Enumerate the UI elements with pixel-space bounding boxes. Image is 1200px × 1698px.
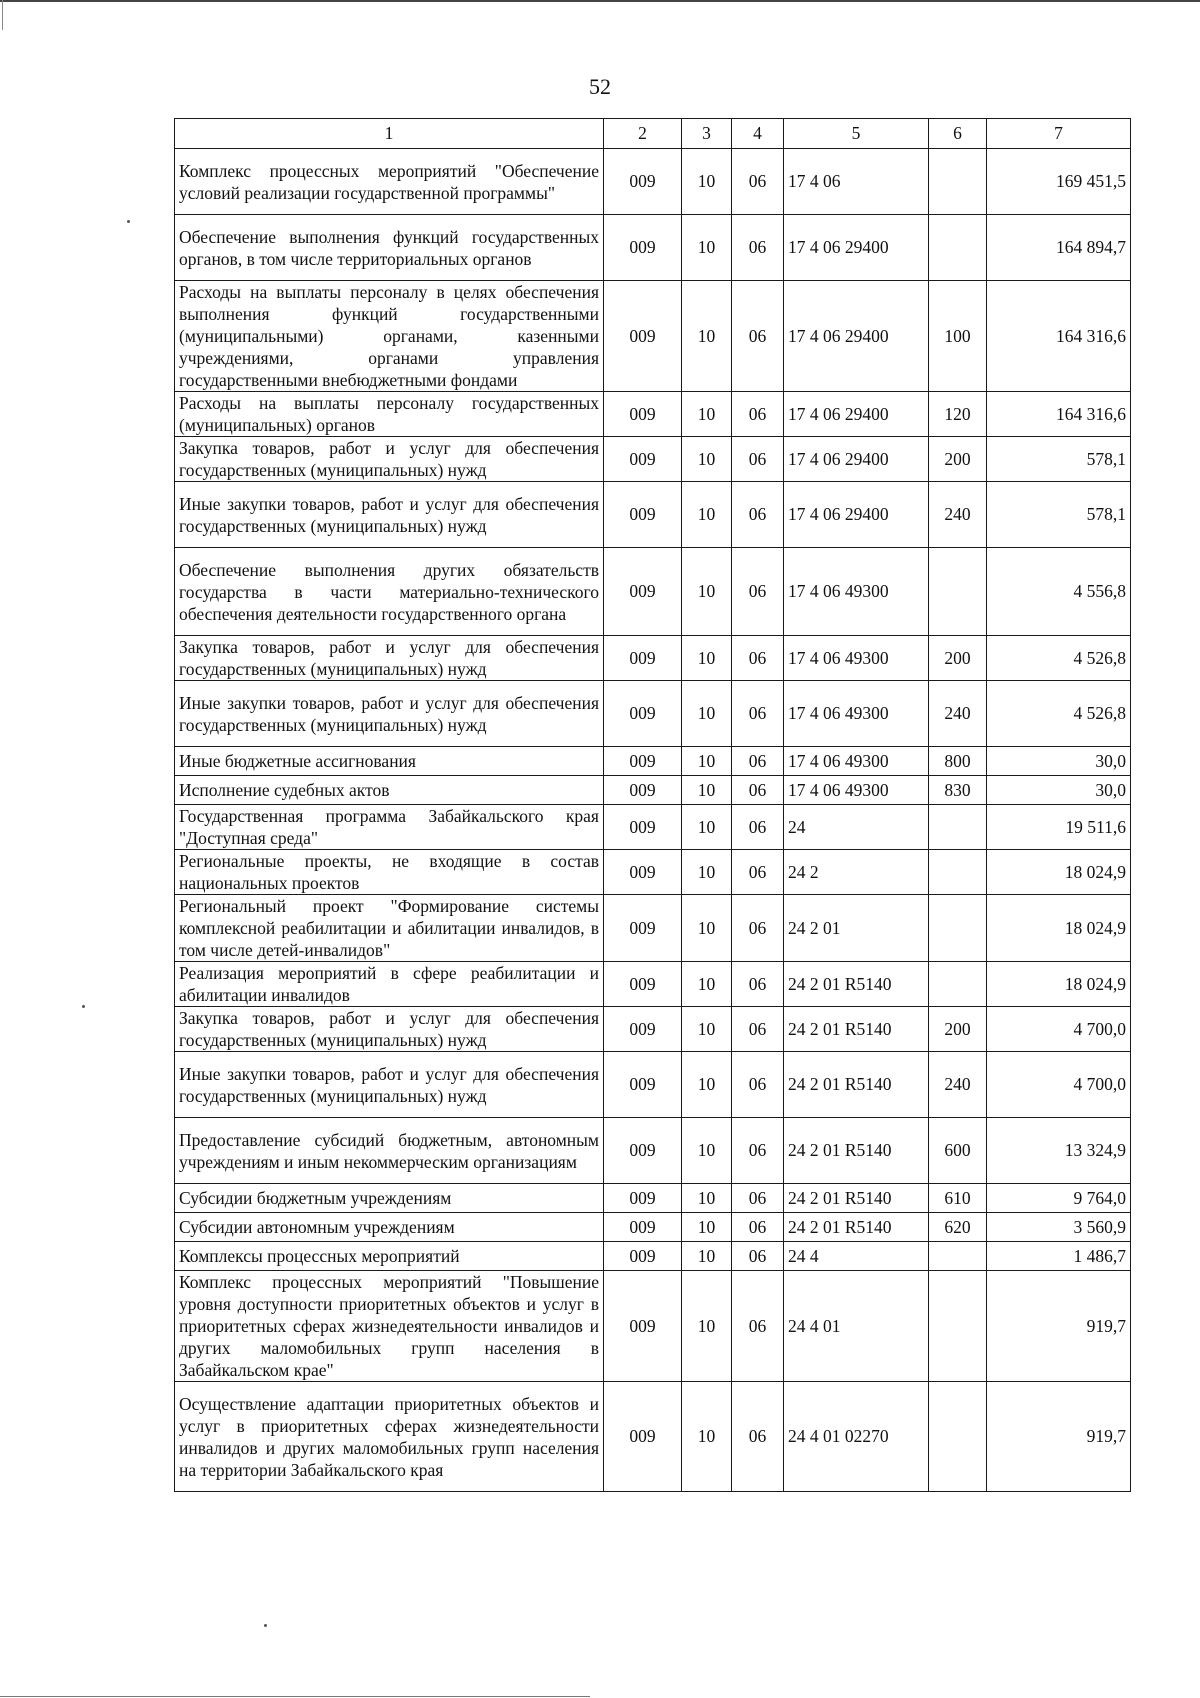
col-2-cell: 009 <box>604 636 682 681</box>
col-2-cell: 009 <box>604 850 682 895</box>
table-row <box>175 850 1131 895</box>
table-row <box>175 962 1131 1007</box>
col-2-cell: 009 <box>604 681 682 747</box>
col-7-cell: 4 526,8 <box>987 681 1131 747</box>
col-4-cell: 06 <box>732 1271 784 1382</box>
col-3-cell: 10 <box>682 776 732 805</box>
col-6-cell: 620 <box>929 1213 987 1242</box>
col-7-cell: 4 556,8 <box>987 548 1131 636</box>
col-7-cell: 578,1 <box>987 437 1131 482</box>
col-3-cell: 10 <box>682 437 732 482</box>
col-5-cell: 24 2 01 R5140 <box>784 1118 929 1184</box>
col-4-cell: 06 <box>732 1184 784 1213</box>
col-2-cell: 009 <box>604 747 682 776</box>
table-row <box>175 392 1131 437</box>
col-7-cell: 4 526,8 <box>987 636 1131 681</box>
row-name-cell: Расходы на выплаты персоналу государственных (муниципальных) органов <box>175 392 604 437</box>
col-3-cell: 10 <box>682 850 732 895</box>
table-row <box>175 281 1131 392</box>
col-5-cell: 17 4 06 49300 <box>784 548 929 636</box>
col-2-cell: 009 <box>604 1382 682 1492</box>
col-5-cell: 17 4 06 29400 <box>784 215 929 281</box>
col-6-cell <box>929 149 987 215</box>
header-col-2: 2 <box>604 119 682 149</box>
scan-speck <box>264 1624 267 1627</box>
row-name-cell: Исполнение судебных актов <box>175 776 604 805</box>
col-3-cell: 10 <box>682 1007 732 1052</box>
col-5-cell: 24 2 01 R5140 <box>784 962 929 1007</box>
col-4-cell: 06 <box>732 681 784 747</box>
table-body <box>175 149 1131 1492</box>
col-2-cell: 009 <box>604 1213 682 1242</box>
col-4-cell: 06 <box>732 392 784 437</box>
col-5-cell: 24 4 01 <box>784 1271 929 1382</box>
table-row <box>175 1118 1131 1184</box>
col-6-cell <box>929 805 987 850</box>
col-7-cell: 18 024,9 <box>987 962 1131 1007</box>
col-2-cell: 009 <box>604 215 682 281</box>
scan-border-top <box>0 0 1200 2</box>
col-5-cell: 24 4 01 02270 <box>784 1382 929 1492</box>
table-header-row <box>175 119 1131 149</box>
col-7-cell: 1 486,7 <box>987 1242 1131 1271</box>
header-col-4: 4 <box>732 119 784 149</box>
header-col-5: 5 <box>784 119 929 149</box>
row-name-cell: Закупка товаров, работ и услуг для обеспечения государственных (муниципальных) нужд <box>175 636 604 681</box>
col-4-cell: 06 <box>732 636 784 681</box>
table-row <box>175 747 1131 776</box>
col-4-cell: 06 <box>732 437 784 482</box>
row-name-cell: Реализация мероприятий в сфере реабилитации и абилитации инвалидов <box>175 962 604 1007</box>
table-row <box>175 437 1131 482</box>
table-row <box>175 1382 1131 1492</box>
row-name-cell: Государственная программа Забайкальского края "Доступная среда" <box>175 805 604 850</box>
col-3-cell: 10 <box>682 1118 732 1184</box>
header-col-7: 7 <box>987 119 1131 149</box>
row-name-cell: Комплексы процессных мероприятий <box>175 1242 604 1271</box>
col-4-cell: 06 <box>732 776 784 805</box>
col-3-cell: 10 <box>682 805 732 850</box>
table-row <box>175 1052 1131 1118</box>
col-3-cell: 10 <box>682 1271 732 1382</box>
col-2-cell: 009 <box>604 1118 682 1184</box>
col-4-cell: 06 <box>732 1052 784 1118</box>
col-6-cell <box>929 962 987 1007</box>
col-2-cell: 009 <box>604 149 682 215</box>
col-6-cell: 100 <box>929 281 987 392</box>
col-5-cell: 24 2 01 <box>784 895 929 962</box>
col-7-cell: 4 700,0 <box>987 1052 1131 1118</box>
col-2-cell: 009 <box>604 1052 682 1118</box>
col-4-cell: 06 <box>732 281 784 392</box>
col-2-cell: 009 <box>604 776 682 805</box>
col-6-cell: 610 <box>929 1184 987 1213</box>
row-name-cell: Региональный проект "Формирование системы комплексной реабилитации и абилитации инвалидов, в том числе детей-инвалидов" <box>175 895 604 962</box>
table-row <box>175 805 1131 850</box>
col-5-cell: 24 2 01 R5140 <box>784 1213 929 1242</box>
col-4-cell: 06 <box>732 1382 784 1492</box>
col-5-cell: 24 2 01 R5140 <box>784 1007 929 1052</box>
col-3-cell: 10 <box>682 149 732 215</box>
col-6-cell <box>929 215 987 281</box>
col-3-cell: 10 <box>682 548 732 636</box>
col-6-cell: 240 <box>929 1052 987 1118</box>
row-name-cell: Обеспечение выполнения функций государственных органов, в том числе территориальных органов <box>175 215 604 281</box>
col-5-cell: 17 4 06 29400 <box>784 482 929 548</box>
col-2-cell: 009 <box>604 281 682 392</box>
col-3-cell: 10 <box>682 1213 732 1242</box>
row-name-cell: Субсидии бюджетным учреждениям <box>175 1184 604 1213</box>
col-4-cell: 06 <box>732 1213 784 1242</box>
row-name-cell: Предоставление субсидий бюджетным, автономным учреждениям и иным некоммерческим организациям <box>175 1118 604 1184</box>
col-4-cell: 06 <box>732 962 784 1007</box>
col-2-cell: 009 <box>604 1242 682 1271</box>
col-7-cell: 169 451,5 <box>987 149 1131 215</box>
col-7-cell: 3 560,9 <box>987 1213 1131 1242</box>
row-name-cell: Закупка товаров, работ и услуг для обеспечения государственных (муниципальных) нужд <box>175 437 604 482</box>
col-6-cell: 240 <box>929 681 987 747</box>
scan-border-left <box>2 0 3 30</box>
row-name-cell: Иные закупки товаров, работ и услуг для обеспечения государственных (муниципальных) нужд <box>175 482 604 548</box>
col-7-cell: 9 764,0 <box>987 1184 1131 1213</box>
col-5-cell: 17 4 06 49300 <box>784 636 929 681</box>
scan-border-bottom <box>0 1696 590 1697</box>
col-2-cell: 009 <box>604 1184 682 1213</box>
table-row <box>175 636 1131 681</box>
col-6-cell: 200 <box>929 437 987 482</box>
col-6-cell <box>929 1271 987 1382</box>
col-3-cell: 10 <box>682 392 732 437</box>
row-name-cell: Расходы на выплаты персоналу в целях обеспечения выполнения функций государственными (муниципальными) органами, казенными учреждениями, органами управления государственными внебюджетными фондами <box>175 281 604 392</box>
table-row <box>175 1242 1131 1271</box>
table-row <box>175 681 1131 747</box>
col-7-cell: 919,7 <box>987 1382 1131 1492</box>
col-4-cell: 06 <box>732 895 784 962</box>
table-row <box>175 215 1131 281</box>
table-row <box>175 1271 1131 1382</box>
col-5-cell: 17 4 06 29400 <box>784 281 929 392</box>
col-4-cell: 06 <box>732 805 784 850</box>
col-7-cell: 4 700,0 <box>987 1007 1131 1052</box>
col-4-cell: 06 <box>732 1007 784 1052</box>
table-row <box>175 149 1131 215</box>
col-7-cell: 30,0 <box>987 776 1131 805</box>
col-4-cell: 06 <box>732 149 784 215</box>
row-name-cell: Осуществление адаптации приоритетных объектов и услуг в приоритетных сферах жизнедеятельности инвалидов и других маломобильных групп населения на территории Забайкальского края <box>175 1382 604 1492</box>
header-col-3: 3 <box>682 119 732 149</box>
col-7-cell: 30,0 <box>987 747 1131 776</box>
col-5-cell: 17 4 06 49300 <box>784 747 929 776</box>
budget-table <box>174 118 1131 1492</box>
col-6-cell: 120 <box>929 392 987 437</box>
col-5-cell: 24 4 <box>784 1242 929 1271</box>
col-2-cell: 009 <box>604 392 682 437</box>
header-col-1: 1 <box>175 119 604 149</box>
col-6-cell <box>929 1242 987 1271</box>
col-7-cell: 19 511,6 <box>987 805 1131 850</box>
col-7-cell: 18 024,9 <box>987 850 1131 895</box>
col-6-cell <box>929 1382 987 1492</box>
col-2-cell: 009 <box>604 962 682 1007</box>
table-row <box>175 1184 1131 1213</box>
col-7-cell: 919,7 <box>987 1271 1131 1382</box>
scan-speck <box>82 1005 85 1008</box>
table-row <box>175 548 1131 636</box>
col-4-cell: 06 <box>732 1118 784 1184</box>
col-5-cell: 17 4 06 <box>784 149 929 215</box>
row-name-cell: Региональные проекты, не входящие в состав национальных проектов <box>175 850 604 895</box>
header-col-6: 6 <box>929 119 987 149</box>
row-name-cell: Иные бюджетные ассигнования <box>175 747 604 776</box>
col-2-cell: 009 <box>604 1007 682 1052</box>
col-2-cell: 009 <box>604 482 682 548</box>
col-2-cell: 009 <box>604 548 682 636</box>
col-3-cell: 10 <box>682 1052 732 1118</box>
col-6-cell: 240 <box>929 482 987 548</box>
row-name-cell: Иные закупки товаров, работ и услуг для обеспечения государственных (муниципальных) нужд <box>175 1052 604 1118</box>
col-2-cell: 009 <box>604 895 682 962</box>
col-7-cell: 164 894,7 <box>987 215 1131 281</box>
col-3-cell: 10 <box>682 681 732 747</box>
col-3-cell: 10 <box>682 1242 732 1271</box>
col-4-cell: 06 <box>732 482 784 548</box>
col-3-cell: 10 <box>682 962 732 1007</box>
table-row <box>175 776 1131 805</box>
col-4-cell: 06 <box>732 747 784 776</box>
table-row <box>175 482 1131 548</box>
col-6-cell <box>929 895 987 962</box>
col-6-cell <box>929 850 987 895</box>
col-5-cell: 24 2 01 R5140 <box>784 1052 929 1118</box>
row-name-cell: Субсидии автономным учреждениям <box>175 1213 604 1242</box>
table-row <box>175 1213 1131 1242</box>
col-7-cell: 13 324,9 <box>987 1118 1131 1184</box>
col-3-cell: 10 <box>682 482 732 548</box>
col-4-cell: 06 <box>732 850 784 895</box>
col-3-cell: 10 <box>682 215 732 281</box>
col-5-cell: 24 2 01 R5140 <box>784 1184 929 1213</box>
row-name-cell: Иные закупки товаров, работ и услуг для обеспечения государственных (муниципальных) нужд <box>175 681 604 747</box>
col-5-cell: 17 4 06 29400 <box>784 437 929 482</box>
col-3-cell: 10 <box>682 1382 732 1492</box>
col-7-cell: 578,1 <box>987 482 1131 548</box>
col-6-cell: 830 <box>929 776 987 805</box>
col-2-cell: 009 <box>604 437 682 482</box>
col-5-cell: 24 2 <box>784 850 929 895</box>
row-name-cell: Закупка товаров, работ и услуг для обеспечения государственных (муниципальных) нужд <box>175 1007 604 1052</box>
col-7-cell: 18 024,9 <box>987 895 1131 962</box>
col-3-cell: 10 <box>682 281 732 392</box>
table-row <box>175 1007 1131 1052</box>
col-3-cell: 10 <box>682 747 732 776</box>
col-7-cell: 164 316,6 <box>987 392 1131 437</box>
col-6-cell: 200 <box>929 1007 987 1052</box>
col-6-cell: 200 <box>929 636 987 681</box>
row-name-cell: Комплекс процессных мероприятий "Обеспечение условий реализации государственной программы" <box>175 149 604 215</box>
row-name-cell: Обеспечение выполнения других обязательств государства в части материально-технического обеспечения деятельности государственного органа <box>175 548 604 636</box>
row-name-cell: Комплекс процессных мероприятий "Повышение уровня доступности приоритетных объектов и услуг в приоритетных сферах жизнедеятельности инвалидов и других маломобильных групп населения в Забайкальском крае" <box>175 1271 604 1382</box>
scan-speck <box>127 220 130 223</box>
col-6-cell: 600 <box>929 1118 987 1184</box>
col-2-cell: 009 <box>604 805 682 850</box>
col-5-cell: 17 4 06 29400 <box>784 392 929 437</box>
col-4-cell: 06 <box>732 1242 784 1271</box>
col-3-cell: 10 <box>682 636 732 681</box>
col-3-cell: 10 <box>682 895 732 962</box>
col-5-cell: 24 <box>784 805 929 850</box>
table-row <box>175 895 1131 962</box>
col-4-cell: 06 <box>732 215 784 281</box>
col-6-cell: 800 <box>929 747 987 776</box>
col-5-cell: 17 4 06 49300 <box>784 681 929 747</box>
col-5-cell: 17 4 06 49300 <box>784 776 929 805</box>
col-6-cell <box>929 548 987 636</box>
col-3-cell: 10 <box>682 1184 732 1213</box>
col-2-cell: 009 <box>604 1271 682 1382</box>
col-4-cell: 06 <box>732 548 784 636</box>
page-number: 52 <box>589 74 611 99</box>
col-7-cell: 164 316,6 <box>987 281 1131 392</box>
